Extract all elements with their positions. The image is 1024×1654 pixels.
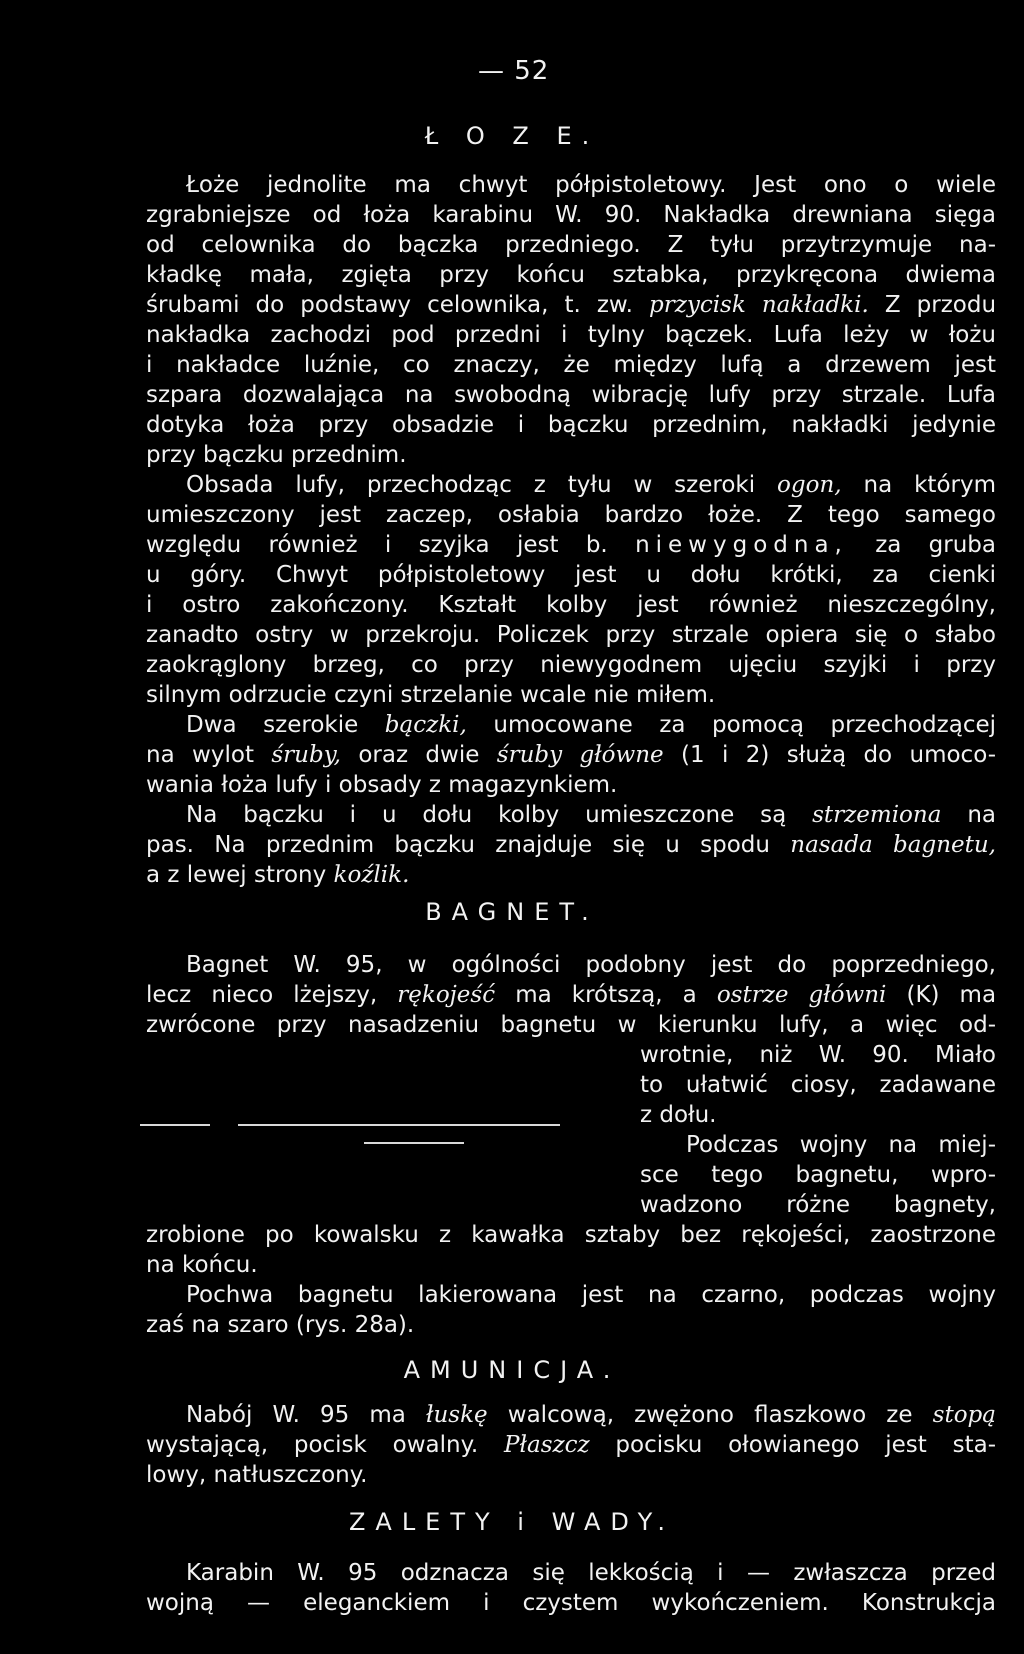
text-line: śrubami do podstawy celownika, t. zw. przycisk nakładki. Z przodu [146,292,997,318]
text-line: wania łoża lufy i obsady z magazynkiem. [146,772,618,798]
bayonet-figure-line [364,1142,464,1144]
text-line: na wylot śruby, oraz dwie śruby główne (1 i 2) służą do umoco- [146,742,997,768]
text-line: Dwa szerokie bączki, umocowane za pomocą przechodzącej [186,712,997,738]
text-line: dotyka łoża przy obsadzie i bączku przednim, nakładki jedynie [146,412,996,438]
italic-term: Płaszcz [504,1432,590,1458]
italic-term: ostrze główni [716,982,887,1008]
text-line: Łoże jednolite ma chwyt półpistoletowy. Jest ono o wiele [186,172,996,198]
text-line: silnym odrzucie czyni strzelanie wcale nie miłem. [146,682,716,708]
text-line: na końcu. [146,1252,258,1278]
text-line: Obsada lufy, przechodząc z tyłu w szeroki ogon, na którym [186,472,996,498]
text-line: pas. Na przednim bączku znajduje się u spodu nasada bagnetu, [146,832,996,858]
italic-term: bączki, [384,712,467,738]
italic-term: stopą [932,1402,996,1428]
text-line: sce tego bagnetu, wpro- [640,1162,996,1188]
text-line: wojną — eleganckiem i czystem wykończeniem. Konstrukcja [146,1590,996,1616]
text-line: wrotnie, niż W. 90. Miało [640,1042,996,1068]
heading-bagnet: BAGNET. [425,898,599,926]
text-line: zaokrąglony brzeg, co przy niewygodnem ujęciu szyjki i przy [146,652,996,678]
italic-term: strzemiona [812,802,942,828]
text-line: zgrabniejsze od łoża karabinu W. 90. Nakładka drewniana sięga [146,202,996,228]
heading-amunicja: AMUNICJA. [403,1356,621,1384]
text-line: względu również i szyjka jest b. niewygodna, za gruba [146,532,996,558]
text-line: Bagnet W. 95, w ogólności podobny jest do poprzedniego, [186,952,996,978]
text-line: lecz nieco lżejszy, rękojeść ma krótszą, a ostrze główni (K) ma [146,982,997,1008]
text-line: a z lewej strony koźlik. [146,862,410,888]
text-line: Nabój W. 95 ma łuskę walcową, zwężono flaszkowo ze stopą [186,1402,996,1428]
text-line: przy bączku przednim. [146,442,407,468]
italic-term: koźlik. [333,862,410,888]
text-line: Podczas wojny na miej- [686,1132,996,1158]
text-line: kładkę mała, zgięta przy końcu sztabka, przykręcona dwiema [146,262,996,288]
text-line: wadzono różne bagnety, [640,1192,996,1218]
text-line: u góry. Chwyt półpistoletowy jest u dołu krótki, za cienki [146,562,996,588]
italic-term: rękojeść [397,982,496,1008]
page-number: — 52 [478,56,550,86]
text-line: i nakładce luźnie, co znaczy, że między lufą a drzewem jest [146,352,996,378]
italic-term: nasada bagnetu, [790,832,996,858]
heading-loze: Ł O Z E. [424,122,600,150]
bayonet-figure-line [140,1124,210,1126]
text-line: to ułatwić ciosy, zadawane [640,1072,996,1098]
text-line: zaś na szaro (rys. 28a). [146,1312,415,1338]
italic-term: łuskę [426,1402,488,1428]
text-line: Na bączku i u dołu kolby umieszczone są strzemiona na [186,802,996,828]
text-line: zanadto ostry w przekroju. Policzek przy strzale opiera się o słabo [146,622,996,648]
text-line: od celownika do bączka przedniego. Z tyłu przytrzymuje na- [146,232,996,258]
text-line: nakładka zachodzi pod przedni i tylny bączek. Lufa leży w łożu [146,322,996,348]
spaced-term: niewygodna, [635,532,848,558]
text-line: z dołu. [640,1102,717,1128]
text-line: zrobione po kowalsku z kawałka sztaby bez rękojeści, zaostrzone [146,1222,996,1248]
heading-zalety: ZALETY i WADY. [348,1508,676,1536]
text-line: lowy, natłuszczony. [146,1462,368,1488]
text-line: Karabin W. 95 odznacza się lekkością i — zwłaszcza przed [186,1560,996,1586]
bayonet-figure-line [238,1124,560,1126]
text-line: wystającą, pocisk owalny. Płaszcz pocisku ołowianego jest sta- [146,1432,996,1458]
text-line: zwrócone przy nasadzeniu bagnetu w kierunku lufy, a więc od- [146,1012,996,1038]
italic-term: śruby, [271,742,341,768]
text-line: i ostro zakończony. Kształt kolby jest również nieszczególny, [146,592,996,618]
italic-term: ogon, [777,472,842,498]
text-line: umieszczony jest zaczep, osłabia bardzo łoże. Z tego samego [146,502,996,528]
text-line: Pochwa bagnetu lakierowana jest na czarno, podczas wojny [186,1282,996,1308]
text-line: szpara dozwalająca na swobodną wibrację lufy przy strzale. Lufa [146,382,996,408]
italic-term: śruby główne [496,742,664,768]
italic-term: przycisk nakładki. [648,292,869,318]
